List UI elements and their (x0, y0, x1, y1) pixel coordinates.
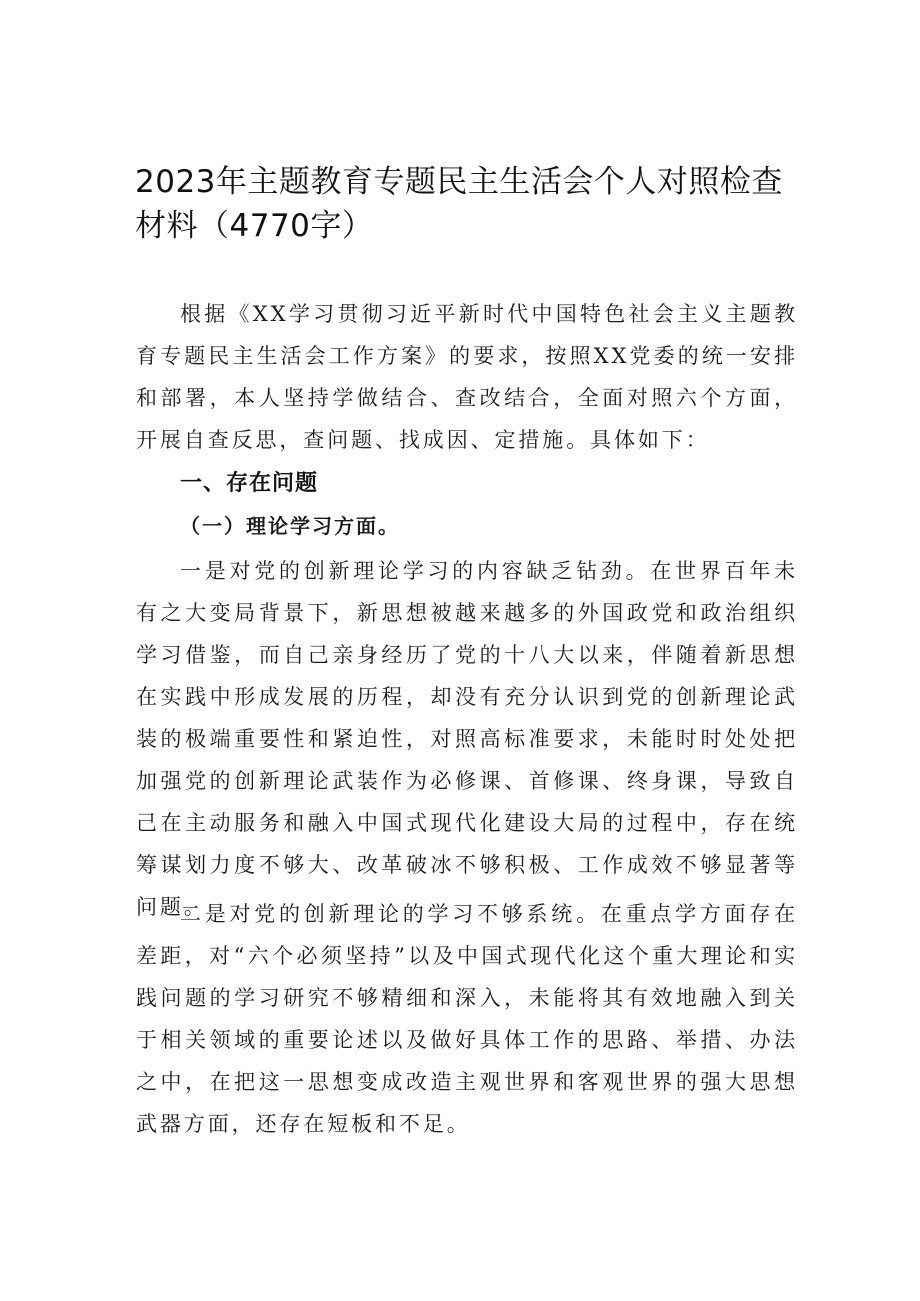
body-paragraph-1: 一是对党的创新理论学习的内容缺乏钻劲。在世界百年未有之大变局背景下，新思想被越来越多的外国政党和政治组织学习借鉴，而自己亲身经历了党的十八大以来，伴随着新思想在实践中形成发展的历程，却没有充分认识到党的创新理论武装的极端重要性和紧迫性，对照高标准要求，未能时时处处把加强党的创新理论武装作为必修课、首修课、终身课，导致自己在主动服务和融入中国式现代化建设大局的过程中，存在统筹谋划力度不够大、改革破冰不够积极、工作成效不够显著等问题。 (136, 559, 798, 919)
subsection-heading-theory-study: （一）理论学习方面。 (180, 514, 400, 538)
body-paragraph-2: 二是对党的创新理论的学习不够系统。在重点学方面存在差距，对“六个必须坚持”以及中国式现代化这个重大理论和实践问题的学习研究不够精细和深入，未能将其有效地融入到关于相关领域的重要论述以及做好具体工作的思路、举措、办法之中，在把这一思想变成改造主观世界和客观世界的强大思想武器方面，还存在短板和不足。 (136, 902, 798, 1136)
document-title: 2023年主题教育专题民主生活会个人对照检查材料（4770字） (135, 164, 783, 244)
intro-paragraph: 根据《XX学习贯彻习近平新时代中国特色社会主义主题教育专题民主生活会工作方案》的要求，按照XX党委的统一安排和部署，本人坚持学做结合、查改结合，全面对照六个方面，开展自查反思，查问题、找成因、定措施。具体如下： (136, 302, 798, 452)
section-heading-problems: 一、存在问题 (180, 471, 319, 496)
